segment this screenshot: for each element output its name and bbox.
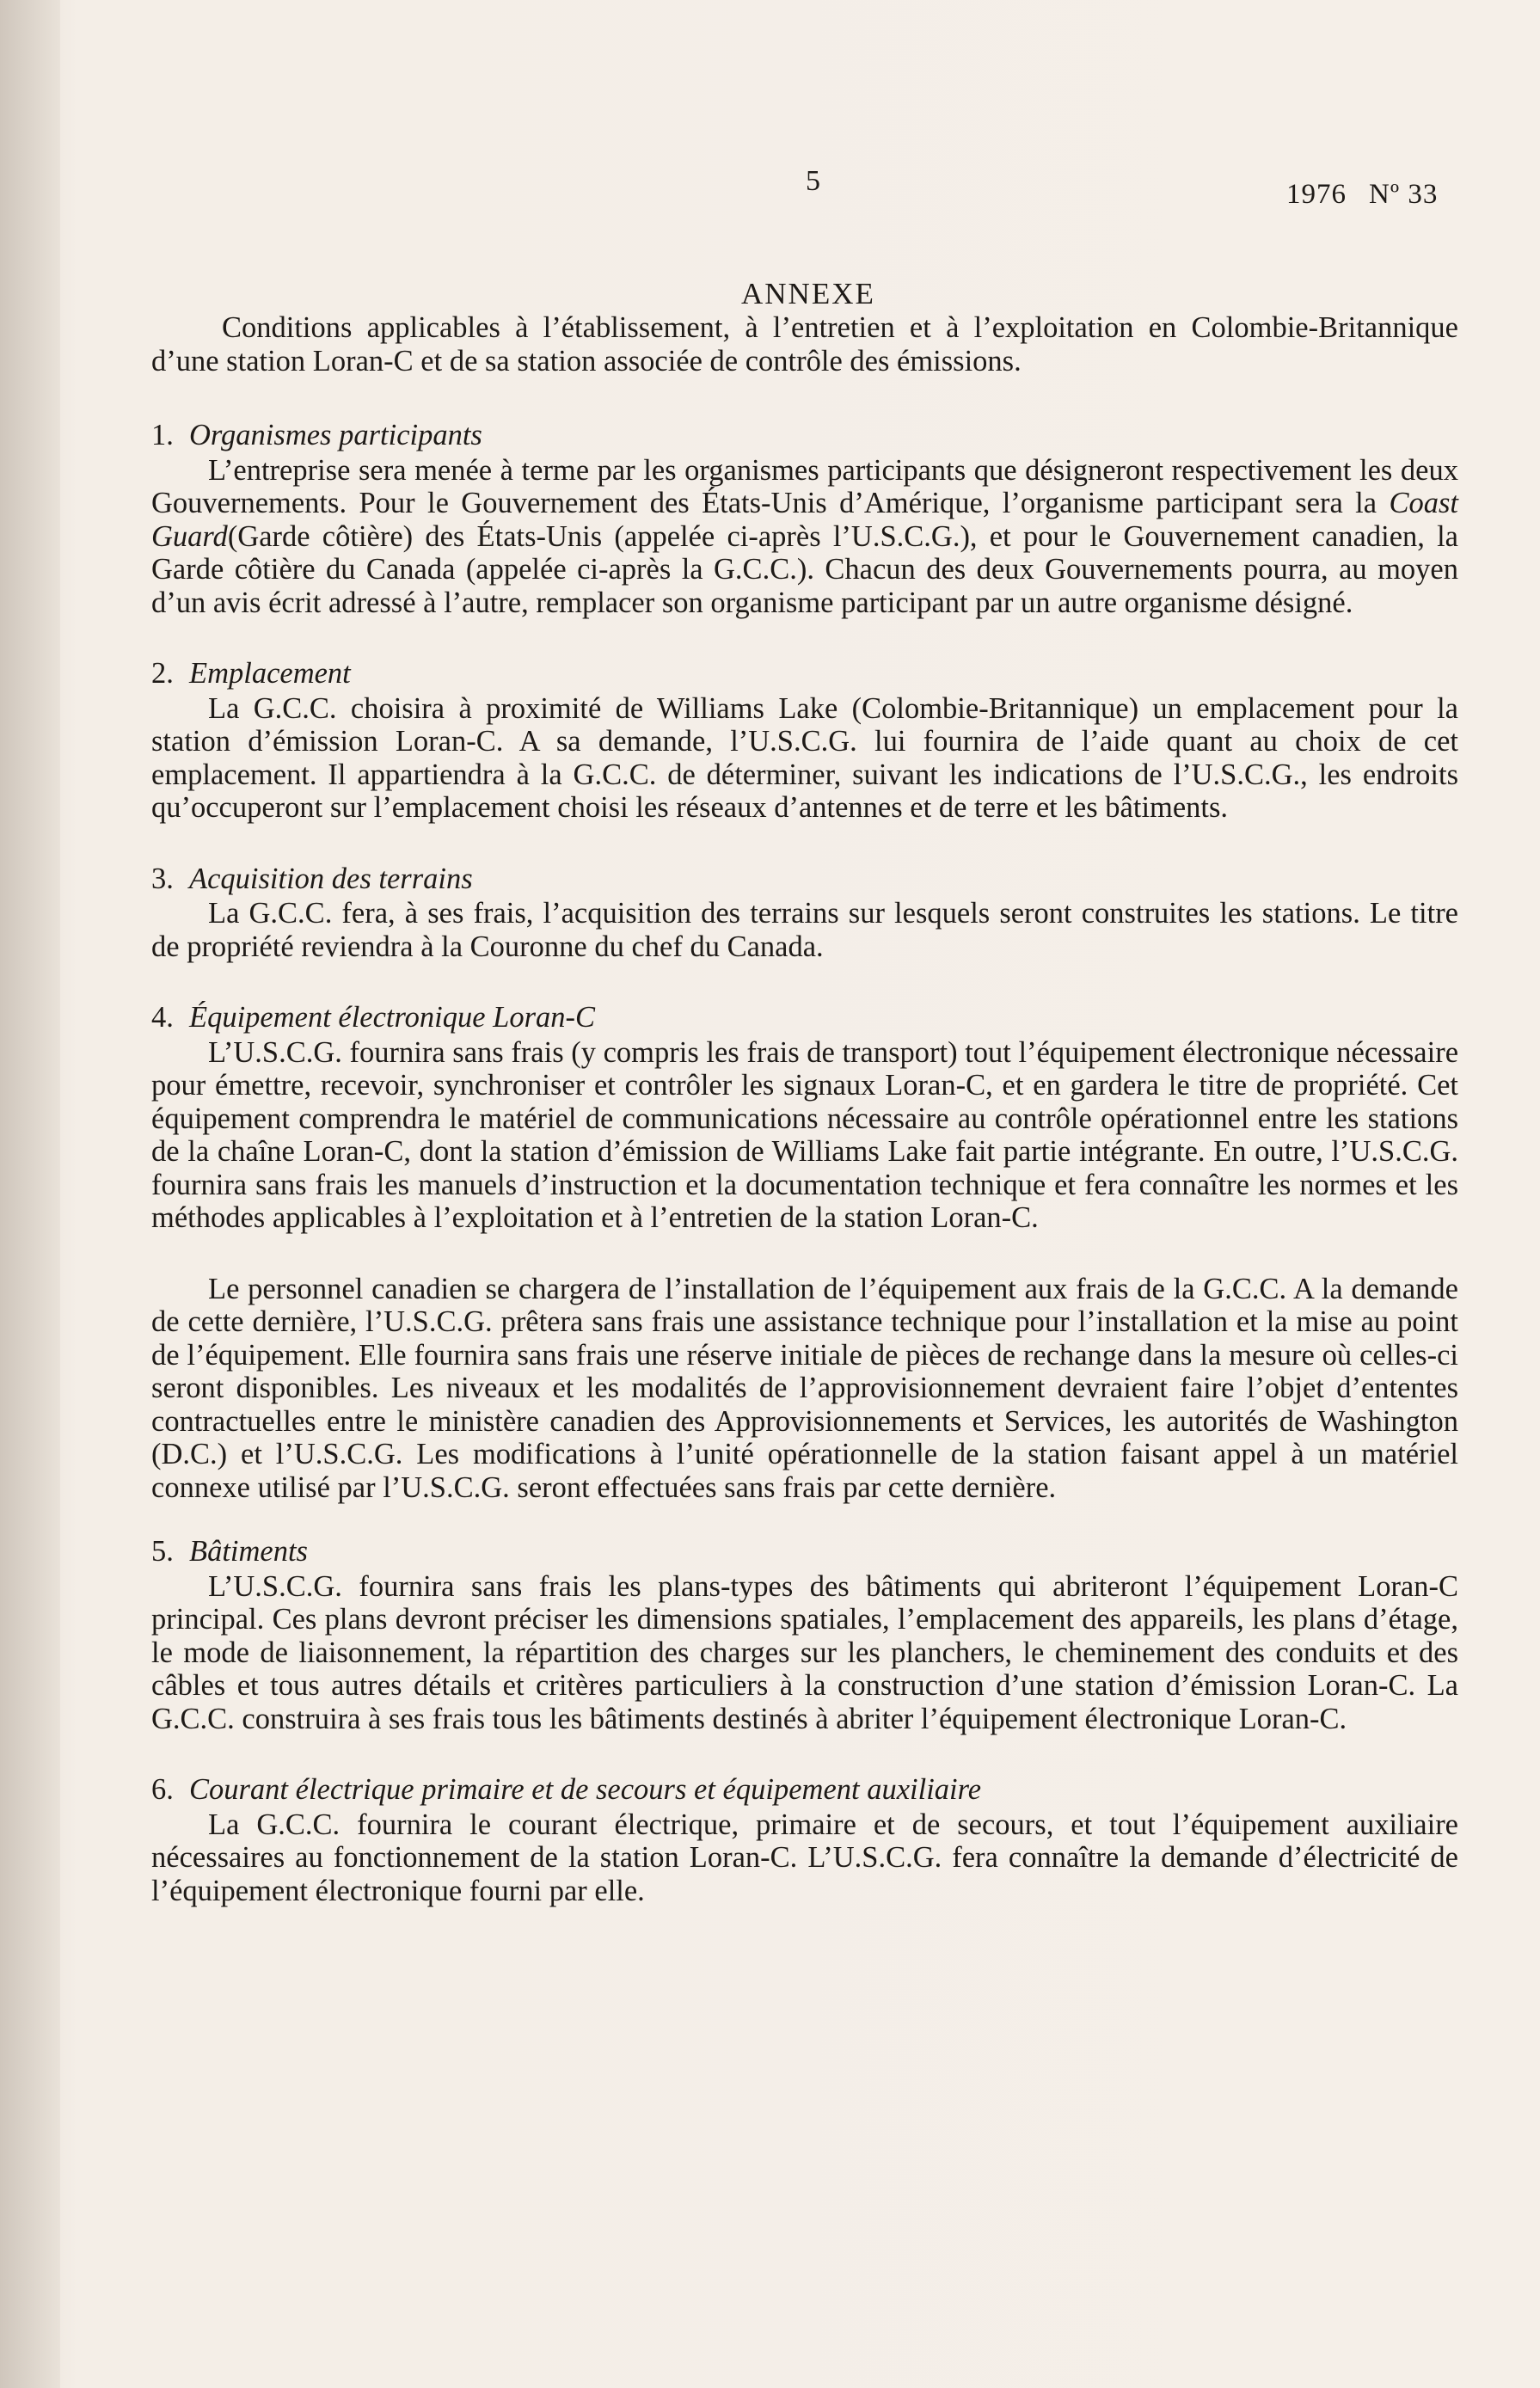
section-heading bbox=[151, 419, 1458, 452]
section-paragraph: L’U.S.C.G. fournira sans frais les plans-types des bâtiments qui abriteront l’équipement Loran-C principal. Ces plans devront préciser les dimensions spatiales, l’emplacement des appareils, les plans d’étage, le mode de liaisonnement, la répartition des charges sur les planchers, le cheminement des conduits et des câbles et tous autres détails et critères particuliers à la construction d’une station d’émission Loran-C. La G.C.C. construira à ses frais tous les bâtiments destinés à abriter l’équipement électronique Loran-C. bbox=[151, 1569, 1458, 1735]
italic-term: Coast Guard bbox=[151, 487, 1458, 553]
section-paragraph: La G.C.C. fournira le courant électrique, primaire et de secours, et tout l’équipement auxiliaire nécessaires au fonctionnement de la station Loran-C. L’U.S.C.G. fera connaître la demande d’électricité de l’équipement électronique fourni par elle. bbox=[151, 1808, 1458, 1907]
section-title: Organismes participants bbox=[189, 419, 482, 451]
section-heading bbox=[151, 863, 1458, 896]
paragraph-text: L’entreprise sera menée à terme par les organismes participants que désigneront respectivement les deux Gouvernements. Pour le Gouvernement des États-Unis d’Amérique, l’organisme participant sera la bbox=[151, 453, 1458, 519]
page-number: 5 bbox=[806, 165, 820, 197]
binding-gutter bbox=[0, 0, 60, 2388]
section-heading bbox=[151, 1535, 1458, 1568]
section-title: Acquisition des terrains bbox=[189, 862, 473, 895]
section-number: 1. bbox=[151, 419, 174, 451]
section-title: Courant électrique primaire et de secours et équipement auxiliaire bbox=[189, 1773, 982, 1806]
section-paragraph: Le personnel canadien se chargera de l’installation de l’équipement aux frais de la G.C.C. A la demande de cette dernière, l’U.S.C.G. prêtera sans frais une assistance technique pour l’installation et la mise au point de l’équipement. Elle fournira sans frais une réserve initiale de pièces de rechange dans la mesure où celles-ci seront disponibles. Les niveaux et les modalités de l’approvisionnement devraient faire l’objet d’ententes contractuelles entre le ministère canadien des Approvisionnements et Services, les autorités de Washington (D.C.) et l’U.S.C.G. Les modifications à l’unité opérationnelle de la station faisant appel à un matériel connexe utilisé par l’U.S.C.G. seront effectuées sans frais par cette dernière. bbox=[151, 1272, 1458, 1504]
section-number: 2. bbox=[151, 657, 174, 690]
section-heading bbox=[151, 1773, 1458, 1807]
section-number: 5. bbox=[151, 1535, 174, 1568]
paragraph-text: (Garde côtière) des États-Unis (appelée ci-après l’U.S.C.G.), et pour le Gouvernement canadien, la Garde côtière du Canada (appelée ci-après la G.C.C.). Chacun des deux Gouvernements pourra, au moyen d’un avis écrit adressé à l’autre, remplacer son organisme participant par un autre organisme désigné. bbox=[151, 519, 1458, 619]
intro-paragraph bbox=[151, 311, 1458, 378]
section-paragraph: La G.C.C. fera, à ses frais, l’acquisition des terrains sur lesquels seront construites les stations. Le titre de propriété reviendra à la Couronne du chef du Canada. bbox=[151, 897, 1458, 963]
annex-title: ANNEXE bbox=[741, 277, 875, 310]
issue-number: Nº 33 bbox=[1369, 179, 1439, 210]
section-title: Équipement électronique Loran-C bbox=[189, 1001, 596, 1034]
section-title: Emplacement bbox=[189, 657, 351, 690]
section-number: 4. bbox=[151, 1001, 174, 1034]
document-body bbox=[151, 311, 1458, 1945]
section-paragraph: L’U.S.C.G. fournira sans frais (y compris les frais de transport) tout l’équipement électronique nécessaire pour émettre, recevoir, synchroniser et contrôler les signaux Loran-C, et en gardera le titre de propriété. Cet équipement comprendra le matériel de communications nécessaire au contrôle opérationnel entre les stations de la chaîne Loran-C, dont la station d’émission de Williams Lake fait partie intégrante. En outre, l’U.S.C.G. fournira sans frais les manuels d’instruction et la documentation technique et fera connaître les normes et les méthodes applicables à l’exploitation et à l’entretien de la station Loran-C. bbox=[151, 1035, 1459, 1234]
intro-text: Conditions applicables à l’établissement, à l’entretien et à l’exploitation en Colombie-Britannique d’une station Loran-C et de sa station associée de contrôle des émissions. bbox=[151, 311, 1458, 378]
section-number: 6. bbox=[151, 1773, 174, 1806]
section-heading bbox=[151, 657, 1458, 691]
section-paragraph bbox=[151, 454, 1458, 620]
issue-reference bbox=[1286, 179, 1438, 211]
section-number: 3. bbox=[151, 862, 174, 895]
issue-year: 1976 bbox=[1286, 179, 1347, 210]
section-paragraph: La G.C.C. choisira à proximité de Williams Lake (Colombie-Britannique) un emplacement pour la station d’émission Loran-C. A sa demande, l’U.S.C.G. lui fournira de l’aide quant au choix de cet emplacement. Il appartiendra à la G.C.C. de déterminer, suivant les indications de l’U.S.C.G., les endroits qu’occuperont sur l’emplacement choisi les réseaux d’antennes et de terre et les bâtiments. bbox=[151, 691, 1458, 824]
section-title: Bâtiments bbox=[189, 1535, 308, 1568]
section-heading bbox=[151, 1001, 1458, 1034]
